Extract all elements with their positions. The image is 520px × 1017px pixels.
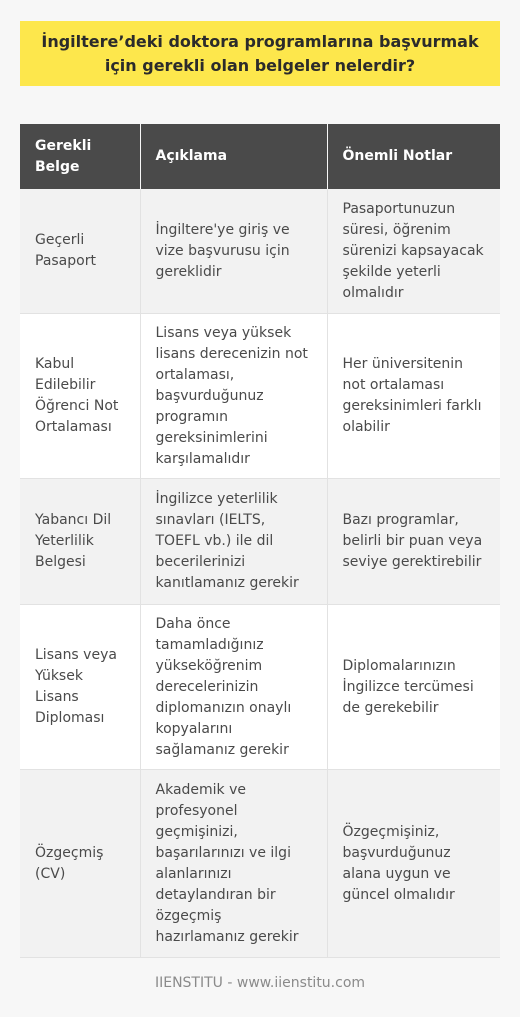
table-row: [20, 189, 500, 314]
table-header-row: [20, 124, 500, 189]
table-row: [20, 479, 500, 605]
title-banner: [20, 21, 500, 86]
table-row: [20, 770, 500, 958]
cell-document: Kabul Edilebilir Öğrenci Not Ortalaması: [20, 314, 140, 479]
cell-description: Lisans veya yüksek lisans derecenizin not ortalaması, başvurduğunuz programın gereksinimlerini karşılamalıdır: [140, 314, 327, 479]
table-row: [20, 605, 500, 770]
cell-notes: Özgeçmişiniz, başvurduğunuz alana uygun ve güncel olmalıdır: [327, 770, 500, 958]
cell-description: İngilizce yeterlilik sınavları (IELTS, TOEFL vb.) ile dil becerilerinizi kanıtlamanız gerekir: [140, 479, 327, 605]
cell-description: Daha önce tamamladığınız yükseköğrenim derecelerinizin diplomanızın onaylı kopyalarını sağlamanız gerekir: [140, 605, 327, 770]
table-row: [20, 314, 500, 479]
header-description: Açıklama: [140, 124, 327, 189]
cell-document: Geçerli Pasaport: [20, 189, 140, 314]
cell-document: Özgeçmiş (CV): [20, 770, 140, 958]
cell-description: İngiltere'ye giriş ve vize başvurusu için gereklidir: [140, 189, 327, 314]
cell-document: Yabancı Dil Yeterlilik Belgesi: [20, 479, 140, 605]
cell-notes: Her üniversitenin not ortalaması gereksinimleri farklı olabilir: [327, 314, 500, 479]
cell-notes: Pasaportunuzun süresi, öğrenim sürenizi kapsayacak şekilde yeterli olmalıdır: [327, 189, 500, 314]
cell-document: Lisans veya Yüksek Lisans Diploması: [20, 605, 140, 770]
page-title: İngiltere’deki doktora programlarına başvurmak için gerekli olan belgeler nelerdir?: [41, 31, 479, 75]
documents-table: [20, 124, 500, 958]
cell-notes: Bazı programlar, belirli bir puan veya seviye gerektirebilir: [327, 479, 500, 605]
cell-description: Akademik ve profesyonel geçmişinizi, başarılarınızı ve ilgi alanlarınızı detaylandıran bir özgeçmiş hazırlamanız gerekir: [140, 770, 327, 958]
header-document: Gerekli Belge: [20, 124, 140, 189]
header-notes: Önemli Notlar: [327, 124, 500, 189]
footer-credit: IIENSTITU - www.iienstitu.com: [154, 975, 366, 991]
cell-notes: Diplomalarınızın İngilizce tercümesi de gerekebilir: [327, 605, 500, 770]
